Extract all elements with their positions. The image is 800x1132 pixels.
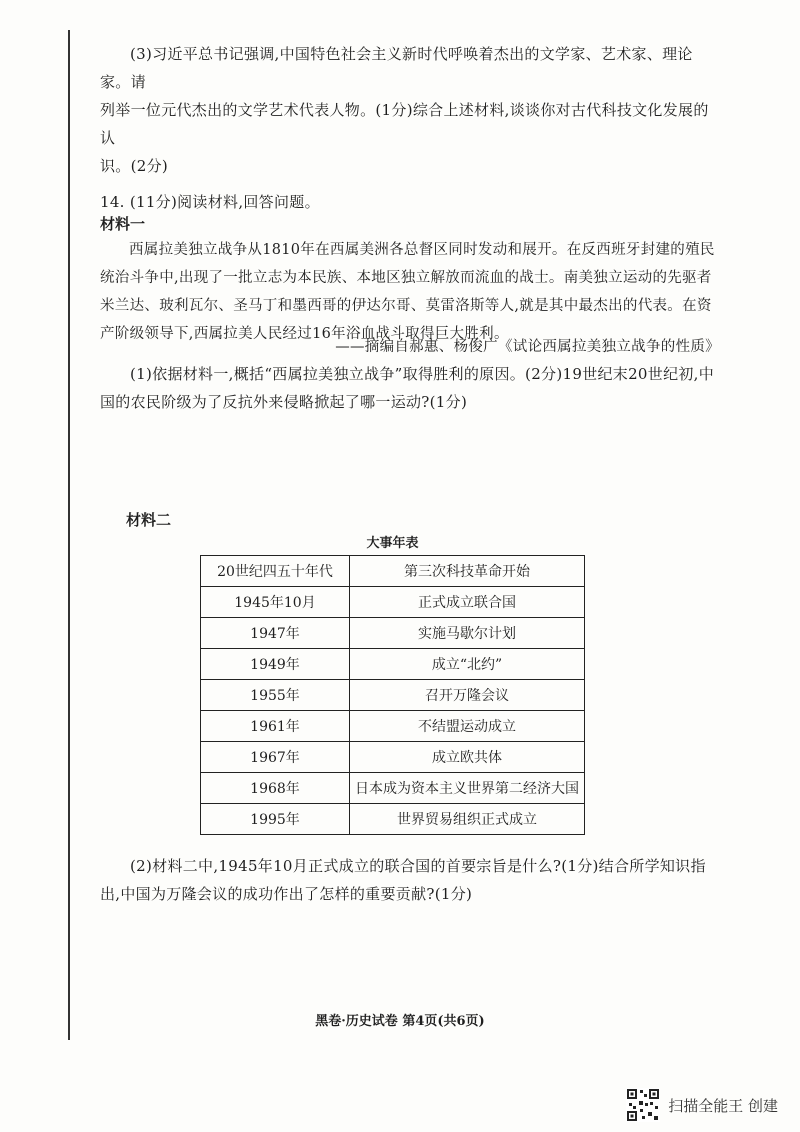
table-cell-year: 1945年10月 bbox=[201, 587, 350, 618]
margin-line bbox=[68, 30, 70, 1040]
table-cell-year: 1955年 bbox=[201, 680, 350, 711]
question-14-2: (2)材料二中,1945年10月正式成立的联合国的首要宗旨是什么?(1分)结合所学知识指出,中国为万隆会议的成功作出了怎样的重要贡献?(1分) bbox=[100, 857, 706, 903]
table-cell-event: 世界贸易组织正式成立 bbox=[350, 804, 585, 835]
material-1-text: 西属拉美独立战争从1810年在西属美洲各总督区同时发动和展开。在反西班牙封建的殖民统治斗争中,出现了一批立志为本民族、本地区独立解放而流血的战士。南美独立运动的先驱者米兰达、玻利瓦尔、圣马丁和墨西哥的伊达尔哥、莫雷洛斯等人,就是其中最杰出的代表。在资产阶级领导下,西属拉美人民经过16年浴血战斗取得巨大胜利。 bbox=[100, 242, 715, 342]
table-row bbox=[201, 556, 585, 587]
table-cell-event: 成立“北约” bbox=[350, 649, 585, 680]
q13-3-line2: 列举一位元代杰出的文学艺术代表人物。(1分)综合上述材料,谈谈你对古代科技文化发展的认 bbox=[100, 101, 709, 147]
table-cell-event: 成立欧共体 bbox=[350, 742, 585, 773]
table-cell-event: 日本成为资本主义世界第二经济大国 bbox=[350, 773, 585, 804]
table-row bbox=[201, 742, 585, 773]
table-cell-year: 1968年 bbox=[201, 773, 350, 804]
table-row bbox=[201, 773, 585, 804]
table-row bbox=[201, 649, 585, 680]
qr-code-icon bbox=[626, 1088, 660, 1122]
table-row bbox=[201, 711, 585, 742]
table-row bbox=[201, 618, 585, 649]
table-cell-year: 20世纪四五十年代 bbox=[201, 556, 350, 587]
table-row bbox=[201, 587, 585, 618]
question-14-1: (1)依据材料一,概括“西属拉美独立战争”取得胜利的原因。(2分)19世纪末20世纪初,中国的农民阶级为了反抗外来侵略掀起了哪一运动?(1分) bbox=[100, 365, 715, 411]
q13-3-line1: (3)习近平总书记强调,中国特色社会主义新时代呼唤着杰出的文学家、艺术家、理论家。请 bbox=[100, 45, 693, 91]
material-1-source: ——摘编自郝惠、杨俊广《试论西属拉美独立战争的性质》 bbox=[335, 339, 720, 355]
page-footer: 黑卷·历史试卷 第4页(共6页) bbox=[315, 1014, 485, 1029]
table-row bbox=[201, 804, 585, 835]
table-cell-event: 第三次科技革命开始 bbox=[350, 556, 585, 587]
table-cell-year: 1949年 bbox=[201, 649, 350, 680]
material-2-label: 材料二 bbox=[126, 511, 172, 529]
material-1-label: 材料一 bbox=[100, 215, 146, 233]
question-14-heading: 14. (11分)阅读材料,回答问题。 bbox=[100, 193, 320, 211]
table-cell-year: 1947年 bbox=[201, 618, 350, 649]
table-cell-year: 1967年 bbox=[201, 742, 350, 773]
table-cell-event: 正式成立联合国 bbox=[350, 587, 585, 618]
events-table bbox=[200, 555, 585, 835]
scanner-watermark bbox=[626, 1088, 778, 1122]
question-13-3 bbox=[100, 40, 720, 180]
table-cell-event: 不结盟运动成立 bbox=[350, 711, 585, 742]
watermark-text: 扫描全能王 创建 bbox=[668, 1096, 778, 1115]
table-row bbox=[201, 680, 585, 711]
table-cell-year: 1995年 bbox=[201, 804, 350, 835]
q13-3-line3: 识。(2分) bbox=[100, 157, 169, 175]
table-cell-event: 实施马歇尔计划 bbox=[350, 618, 585, 649]
table-title: 大事年表 bbox=[366, 536, 419, 551]
table-cell-year: 1961年 bbox=[201, 711, 350, 742]
table-cell-event: 召开万隆会议 bbox=[350, 680, 585, 711]
